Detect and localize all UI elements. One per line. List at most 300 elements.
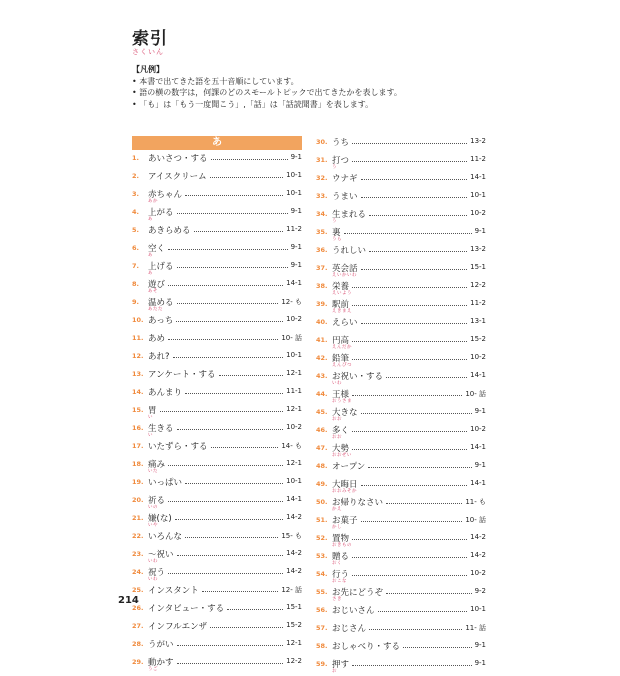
- entry-ruby: えいかいわ: [332, 273, 357, 278]
- entry-number: 55.: [316, 588, 328, 596]
- entry-number: 49.: [316, 480, 328, 488]
- entry-number: 27.: [132, 622, 144, 630]
- entry-word: 置物: [332, 534, 350, 544]
- entry-reference: 9-1: [290, 207, 302, 215]
- index-entry: [132, 368, 302, 386]
- page-number: 214: [118, 595, 139, 606]
- entry-word: うれしい: [332, 246, 367, 256]
- entry-reference: 12-1: [286, 459, 302, 467]
- entry-number: 32.: [316, 174, 328, 182]
- entry-reference: 10-2: [286, 315, 302, 323]
- entry-ruby: あか: [148, 199, 158, 204]
- entry-reference: 9-1: [474, 407, 486, 415]
- entry-reference: 14-2: [470, 533, 486, 541]
- dot-leader: [211, 159, 288, 160]
- index-entry: [316, 442, 486, 460]
- index-entry: [316, 208, 486, 226]
- dot-leader: [177, 213, 288, 214]
- index-entry: [316, 478, 486, 496]
- dot-leader: [352, 539, 467, 540]
- dot-leader: [378, 611, 467, 612]
- entry-word: 駅前: [332, 300, 350, 310]
- dot-leader: [177, 645, 283, 646]
- entry-word: いたずら・する: [148, 442, 208, 452]
- entry-number: 22.: [132, 532, 144, 540]
- entry-word: アイスクリーム: [148, 172, 207, 182]
- entry-number: 8.: [132, 280, 139, 288]
- dot-leader: [210, 177, 283, 178]
- entry-word: インスタント: [148, 586, 199, 596]
- entry-reference: 14-1: [286, 279, 302, 287]
- entry-word: 祝う: [148, 568, 166, 578]
- entry-ruby: いや: [148, 523, 158, 528]
- entry-word: おじいさん: [332, 606, 375, 616]
- index-entry: [132, 638, 302, 656]
- index-entry: [132, 386, 302, 404]
- index-entry: [132, 350, 302, 368]
- entry-ruby: えんぴつ: [332, 363, 352, 368]
- entry-word: あんまり: [148, 388, 183, 398]
- index-entry: [316, 280, 486, 298]
- entry-reference: 10-1: [470, 191, 486, 199]
- entry-number: 54.: [316, 570, 328, 578]
- dot-leader: [168, 465, 283, 466]
- dot-leader: [352, 305, 467, 306]
- entry-ruby: あ: [148, 271, 153, 276]
- dot-leader: [177, 555, 283, 556]
- entry-number: 51.: [316, 516, 328, 524]
- index-entry: [132, 602, 302, 620]
- entry-ruby: おお: [332, 417, 342, 422]
- dot-leader: [185, 483, 283, 484]
- index-entry: [316, 568, 486, 586]
- page-title-ruby: さくいん: [132, 48, 164, 56]
- entry-ruby: あそ: [148, 289, 158, 294]
- entry-word: いっぱい: [148, 478, 183, 488]
- entry-reference: 10-2: [286, 423, 302, 431]
- entry-ruby: おお: [332, 435, 342, 440]
- entry-reference: 15-2: [286, 621, 302, 629]
- entry-number: 44.: [316, 390, 328, 398]
- dot-leader: [352, 341, 467, 342]
- entry-number: 2.: [132, 172, 139, 180]
- entry-reference: 14-2: [470, 551, 486, 559]
- entry-word: 痛み: [148, 460, 166, 470]
- legend-line: • 本書で出てきた語を五十音順にしています。: [132, 76, 299, 86]
- dot-leader: [227, 609, 283, 610]
- entry-number: 59.: [316, 660, 328, 668]
- entry-ruby: おきもの: [332, 543, 352, 548]
- entry-number: 5.: [132, 226, 139, 234]
- entry-ruby: い: [148, 433, 153, 438]
- entry-word: 大きな: [332, 408, 358, 418]
- entry-ruby: うら: [332, 237, 342, 242]
- entry-word: お菓子: [332, 516, 358, 526]
- entry-reference: 11- 話: [465, 624, 486, 632]
- entry-number: 19.: [132, 478, 144, 486]
- index-entry: [132, 548, 302, 566]
- entry-number: 25.: [132, 586, 144, 594]
- index-entry: [316, 388, 486, 406]
- index-entry: [132, 656, 302, 674]
- dot-leader: [177, 267, 288, 268]
- entry-word: 王様: [332, 390, 350, 400]
- entry-reference: 11-1: [286, 387, 302, 395]
- index-column-left: [132, 152, 302, 674]
- dot-leader: [177, 303, 278, 304]
- entry-word: アンケート・する: [148, 370, 216, 380]
- entry-word: 裏: [332, 228, 341, 238]
- dot-leader: [176, 321, 283, 322]
- entry-number: 34.: [316, 210, 328, 218]
- dot-leader: [194, 231, 283, 232]
- entry-number: 33.: [316, 192, 328, 200]
- entry-word: えらい: [332, 318, 358, 328]
- entry-number: 42.: [316, 354, 328, 362]
- entry-reference: 12- も: [281, 298, 302, 306]
- dot-leader: [168, 339, 278, 340]
- entry-ruby: おこな: [332, 579, 347, 584]
- legend-line: • 語の横の数字は，何課のどのスモールトピックで出てきたかを表します。: [132, 88, 402, 97]
- index-entry: [316, 370, 486, 388]
- entry-number: 30.: [316, 138, 328, 146]
- entry-reference: 14-1: [470, 371, 486, 379]
- index-entry: [316, 496, 486, 514]
- entry-word: 生まれる: [332, 210, 367, 220]
- dot-leader: [168, 285, 283, 286]
- dot-leader: [352, 449, 467, 450]
- dot-leader: [210, 627, 283, 628]
- entry-word: 上がる: [148, 208, 174, 218]
- page-title: 索引: [132, 29, 168, 49]
- entry-number: 4.: [132, 208, 139, 216]
- entry-reference: 10- 話: [281, 334, 302, 342]
- index-entry: [132, 440, 302, 458]
- entry-number: 29.: [132, 658, 144, 666]
- entry-number: 1.: [132, 154, 139, 162]
- entry-ruby: いた: [148, 469, 158, 474]
- dot-leader: [352, 395, 462, 396]
- entry-reference: 13-2: [470, 245, 486, 253]
- entry-word: あきらめる: [148, 226, 191, 236]
- entry-ruby: いわ: [148, 559, 158, 564]
- index-column-right: [316, 136, 486, 676]
- entry-word: 大晦日: [332, 480, 358, 490]
- entry-ruby: さき: [332, 597, 342, 602]
- entry-reference: 12-2: [470, 281, 486, 289]
- entry-reference: 14-1: [286, 495, 302, 503]
- entry-ruby: いわ: [148, 577, 158, 582]
- entry-word: 大勢: [332, 444, 350, 454]
- entry-ruby: かし: [332, 525, 342, 530]
- entry-word: 行う: [332, 570, 350, 580]
- dot-leader: [361, 323, 467, 324]
- entry-reference: 10- 話: [465, 516, 486, 524]
- entry-ruby: いの: [148, 505, 158, 510]
- index-entry: [316, 136, 486, 154]
- entry-word: オープン: [332, 462, 366, 472]
- index-entry: [132, 224, 302, 242]
- index-entry: [316, 658, 486, 676]
- entry-reference: 9-1: [474, 659, 486, 667]
- dot-leader: [369, 215, 467, 216]
- index-entry: [316, 532, 486, 550]
- dot-leader: [352, 161, 467, 162]
- entry-number: 23.: [132, 550, 144, 558]
- entry-reference: 12-1: [286, 639, 302, 647]
- entry-word: ウナギ: [332, 174, 358, 184]
- entry-reference: 9-1: [474, 641, 486, 649]
- entry-number: 28.: [132, 640, 144, 648]
- entry-number: 14.: [132, 388, 144, 396]
- entry-reference: 14-1: [470, 443, 486, 451]
- entry-number: 24.: [132, 568, 144, 576]
- index-entry: [132, 566, 302, 584]
- dot-leader: [219, 375, 283, 376]
- entry-reference: 10-1: [286, 351, 302, 359]
- entry-number: 21.: [132, 514, 144, 522]
- dot-leader: [368, 467, 472, 468]
- entry-reference: 14-2: [286, 567, 302, 575]
- entry-word: あいさつ・する: [148, 154, 208, 164]
- entry-word: インタビュー・する: [148, 604, 225, 614]
- entry-ruby: おうさま: [332, 399, 352, 404]
- entry-reference: 12- 話: [281, 586, 302, 594]
- entry-word: あっち: [148, 316, 174, 326]
- entry-number: 40.: [316, 318, 328, 326]
- index-entry: [316, 154, 486, 172]
- entry-word: 打つ: [332, 156, 350, 166]
- index-entry: [132, 242, 302, 260]
- index-entry: [132, 476, 302, 494]
- index-entry: [316, 424, 486, 442]
- index-entry: [316, 226, 486, 244]
- entry-reference: 15-1: [470, 263, 486, 271]
- entry-reference: 10-1: [286, 171, 302, 179]
- dot-leader: [173, 357, 283, 358]
- entry-number: 46.: [316, 426, 328, 434]
- legend: [132, 64, 402, 110]
- entry-reference: 11-2: [470, 299, 486, 307]
- entry-number: 35.: [316, 228, 328, 236]
- entry-number: 11.: [132, 334, 144, 342]
- entry-number: 57.: [316, 624, 328, 632]
- entry-reference: 10-2: [470, 209, 486, 217]
- entry-reference: 12-1: [286, 369, 302, 377]
- entry-word: あれ?: [148, 352, 170, 362]
- dot-leader: [361, 485, 467, 486]
- entry-reference: 13-1: [470, 317, 486, 325]
- dot-leader: [369, 629, 462, 630]
- entry-reference: 15- も: [281, 532, 302, 540]
- entry-reference: 14-1: [470, 173, 486, 181]
- dot-leader: [202, 591, 278, 592]
- index-entry: [132, 314, 302, 332]
- dot-leader: [211, 447, 278, 448]
- entry-reference: 10-1: [286, 477, 302, 485]
- entry-word: 鉛筆: [332, 354, 350, 364]
- entry-reference: 15-1: [286, 603, 302, 611]
- entry-word: 生きる: [148, 424, 174, 434]
- entry-ruby: おおみそか: [332, 489, 357, 494]
- entry-word: 贈る: [332, 552, 350, 562]
- index-entry: [316, 298, 486, 316]
- dot-leader: [168, 573, 283, 574]
- entry-reference: 9-1: [474, 461, 486, 469]
- dot-leader: [352, 287, 467, 288]
- entry-number: 43.: [316, 372, 328, 380]
- index-entry: [316, 604, 486, 622]
- entry-number: 58.: [316, 642, 328, 650]
- dot-leader: [352, 431, 467, 432]
- entry-number: 18.: [132, 460, 144, 468]
- entry-ruby: お: [332, 669, 337, 674]
- entry-number: 6.: [132, 244, 139, 252]
- entry-number: 12.: [132, 352, 144, 360]
- entry-number: 56.: [316, 606, 328, 614]
- dot-leader: [352, 575, 467, 576]
- entry-reference: 10-1: [286, 189, 302, 197]
- entry-word: 祈る: [148, 496, 166, 506]
- entry-reference: 13-2: [470, 137, 486, 145]
- dot-leader: [386, 377, 467, 378]
- entry-word: 英会話: [332, 264, 358, 274]
- index-entry: [316, 550, 486, 568]
- index-entry: [316, 460, 486, 478]
- index-entry: [132, 458, 302, 476]
- index-entry: [316, 172, 486, 190]
- entry-ruby: おおぜい: [332, 453, 352, 458]
- entry-number: 10.: [132, 316, 144, 324]
- entry-ruby: えきまえ: [332, 309, 352, 314]
- index-entry: [132, 332, 302, 350]
- dot-leader: [344, 233, 472, 234]
- entry-number: 9.: [132, 298, 139, 306]
- entry-word: あめ: [148, 334, 166, 344]
- dot-leader: [185, 393, 283, 394]
- entry-ruby: あ: [148, 253, 153, 258]
- entry-reference: 15-2: [470, 335, 486, 343]
- entry-word: おじさん: [332, 624, 367, 634]
- dot-leader: [160, 411, 283, 412]
- dot-leader: [403, 647, 472, 648]
- entry-number: 52.: [316, 534, 328, 542]
- entry-number: 37.: [316, 264, 328, 272]
- index-entry: [316, 586, 486, 604]
- entry-word: 嫌(な): [148, 514, 172, 524]
- entry-number: 38.: [316, 282, 328, 290]
- entry-reference: 11-2: [470, 155, 486, 163]
- entry-word: 円高: [332, 336, 350, 346]
- index-entry: [132, 620, 302, 638]
- entry-ruby: いわ: [332, 381, 342, 386]
- entry-word: うち: [332, 138, 350, 148]
- dot-leader: [352, 143, 467, 144]
- entry-word: いろんな: [148, 532, 183, 542]
- entry-number: 26.: [132, 604, 144, 612]
- dot-leader: [361, 179, 467, 180]
- dot-leader: [185, 195, 283, 196]
- entry-word: 赤ちゃん: [148, 190, 183, 200]
- entry-word: インフルエンザ: [148, 622, 208, 632]
- index-entry: [316, 352, 486, 370]
- entry-word: 遊び: [148, 280, 166, 290]
- dot-leader: [168, 249, 288, 250]
- entry-number: 31.: [316, 156, 328, 164]
- entry-reference: 12-2: [286, 657, 302, 665]
- index-entry: [316, 640, 486, 658]
- dot-leader: [361, 521, 462, 522]
- index-entry: [316, 262, 486, 280]
- entry-reference: 12-1: [286, 405, 302, 413]
- entry-reference: 14-1: [470, 479, 486, 487]
- entry-word: 胃: [148, 406, 157, 416]
- index-entry: [316, 514, 486, 532]
- entry-reference: 14-2: [286, 513, 302, 521]
- dot-leader: [361, 413, 472, 414]
- entry-word: 多く: [332, 426, 350, 436]
- entry-word: 上げる: [148, 262, 174, 272]
- entry-word: うまい: [332, 192, 358, 202]
- section-heading-a: あ: [132, 136, 302, 150]
- entry-reference: 10-1: [470, 605, 486, 613]
- index-entry: [316, 244, 486, 262]
- entry-reference: 9-2: [474, 587, 486, 595]
- entry-word: おしゃべり・する: [332, 642, 401, 652]
- entry-number: 3.: [132, 190, 139, 198]
- entry-reference: 9-1: [290, 243, 302, 251]
- entry-number: 7.: [132, 262, 139, 270]
- index-entry: [132, 584, 302, 602]
- index-entry: [132, 494, 302, 512]
- index-entry: [316, 406, 486, 424]
- dot-leader: [369, 251, 467, 252]
- entry-word: お帰りなさい: [332, 498, 384, 508]
- entry-number: 13.: [132, 370, 144, 378]
- entry-number: 39.: [316, 300, 328, 308]
- entry-number: 50.: [316, 498, 328, 506]
- index-entry: [316, 316, 486, 334]
- entry-ruby: えいよう: [332, 291, 352, 296]
- entry-word: 温める: [148, 298, 174, 308]
- entry-number: 20.: [132, 496, 144, 504]
- legend-heading: 【凡例】: [132, 65, 164, 74]
- index-entry: [316, 334, 486, 352]
- entry-reference: 9-1: [290, 153, 302, 161]
- dot-leader: [177, 663, 283, 664]
- entry-reference: 14- も: [281, 442, 302, 450]
- dot-leader: [352, 665, 472, 666]
- dot-leader: [386, 503, 462, 504]
- entry-number: 16.: [132, 424, 144, 432]
- entry-word: 栄養: [332, 282, 350, 292]
- index-entry: [132, 206, 302, 224]
- entry-ruby: う: [332, 165, 337, 170]
- entry-number: 15.: [132, 406, 144, 414]
- dot-leader: [386, 593, 472, 594]
- entry-ruby: う: [332, 219, 337, 224]
- index-entry: [132, 152, 302, 170]
- dot-leader: [352, 359, 467, 360]
- entry-reference: 10-2: [470, 353, 486, 361]
- entry-word: 〜祝い: [148, 550, 174, 560]
- dot-leader: [361, 269, 467, 270]
- index-entry: [316, 622, 486, 640]
- entry-reference: 11-2: [286, 225, 302, 233]
- dot-leader: [177, 429, 283, 430]
- entry-word: うがい: [148, 640, 174, 650]
- legend-line: • 「も」は「もう一度聞こう」,「話」は「話読聞書」を表します。: [132, 99, 374, 109]
